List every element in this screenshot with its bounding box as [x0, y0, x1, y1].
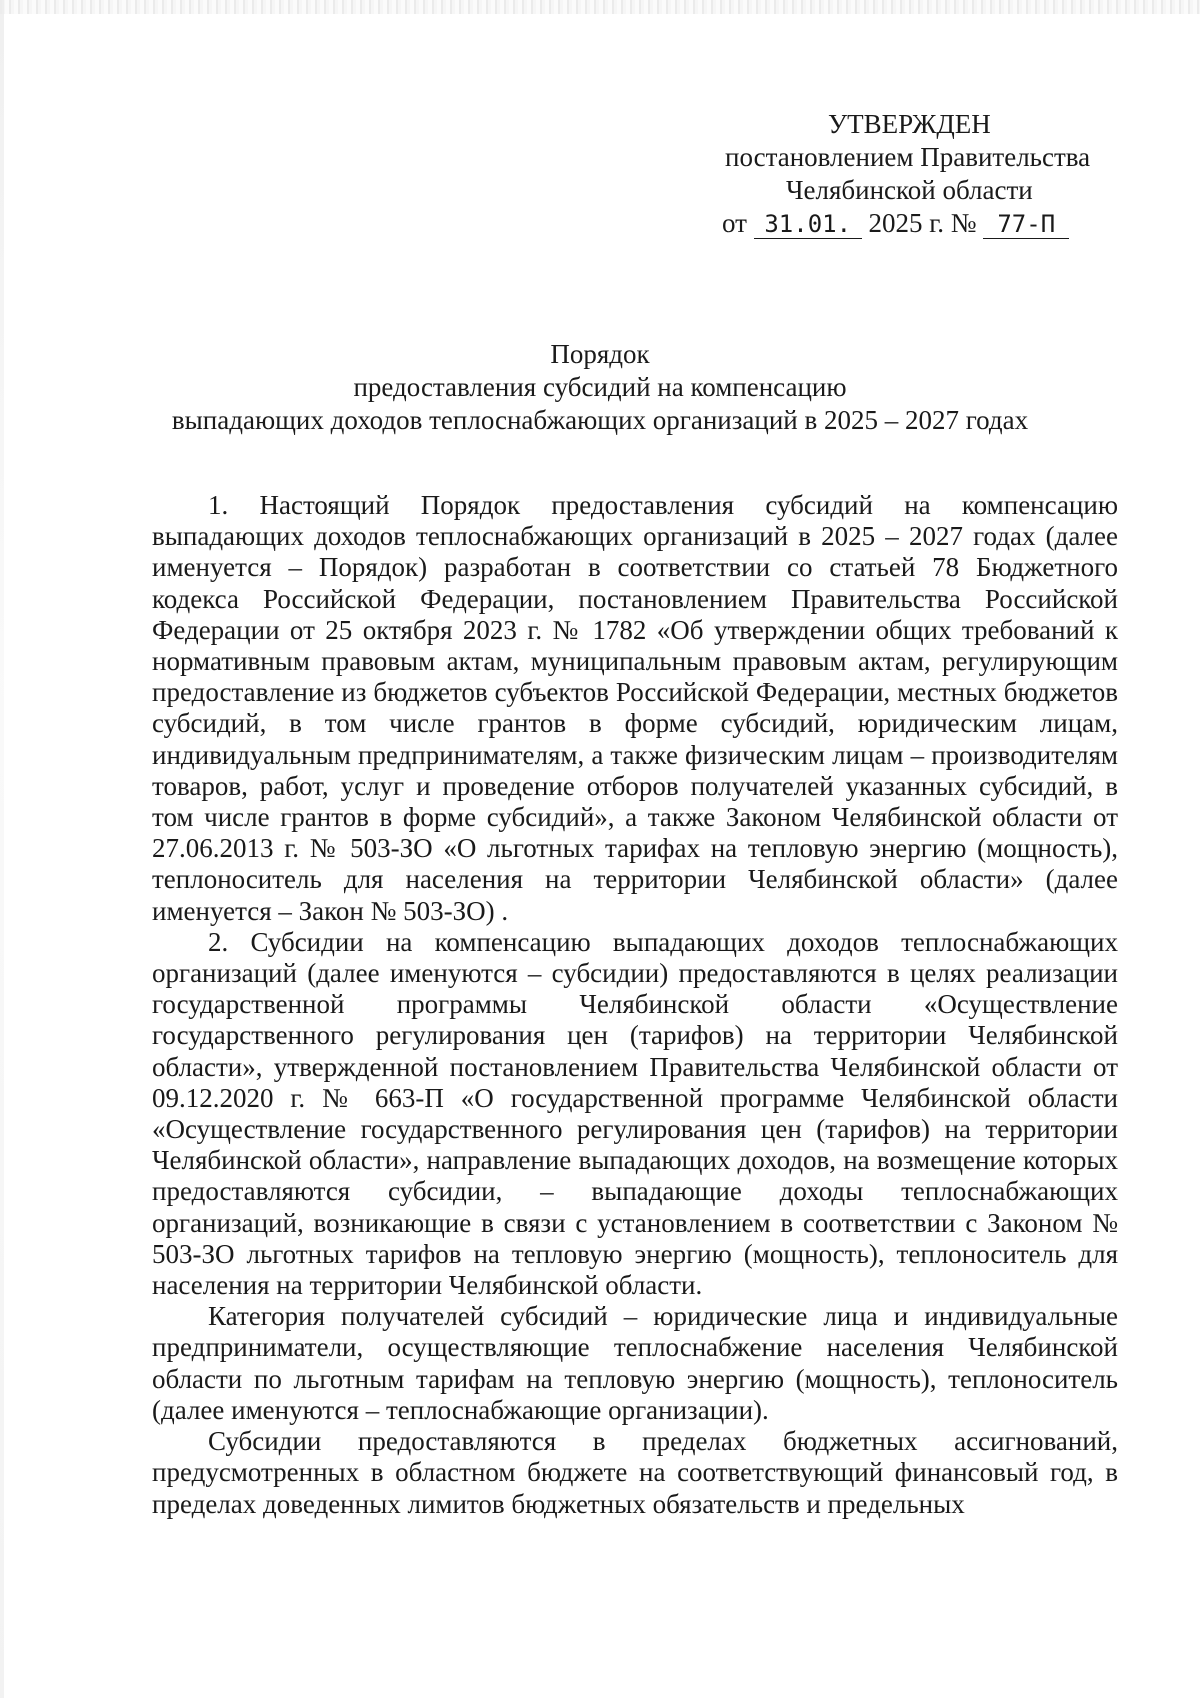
document-body	[152, 490, 1118, 1520]
heading-title: Порядок	[550, 339, 650, 369]
approval-date-number-line	[700, 207, 1120, 240]
heading-subtitle-line-2: выпадающих доходов теплоснабжающих организаций в 2025 – 2027 годах	[171, 405, 1029, 435]
approval-number-field: 77-П	[983, 210, 1069, 239]
paragraph-1: 1. Настоящий Порядок предоставления субсидий на компенсацию выпадающих доходов теплоснабжающих организаций в 2025 – 2027 годах (далее именуется – Порядок) разработан в соответствии со статьей 78 Бюджетного кодекса Российской Федерации, постановлением Правительства Российской Федерации от 25 октября 2023 г. № 1782 «Об утверждении общих требований к нормативным правовым актам, муниципальным правовым актам, регулирующим предоставление из бюджетов субъектов Российской Федерации, местных бюджетов субсидий, в том числе грантов в форме субсидий, юридическим лицам, индивидуальным предпринимателям, а также физическим лицам – производителям товаров, работ, услуг и проведение отборов получателей указанных субсидий, в том числе грантов в форме субсидий», а также Законом Челябинской области от 27.06.2013 г. № 503-ЗО «О льготных тарифах на тепловую энергию (мощность), теплоноситель для населения на территории Челябинской области» (далее именуется – Закон № 503-ЗО) .	[152, 490, 1118, 926]
approval-stamp-block	[700, 108, 1120, 240]
scan-edge-top	[0, 0, 1200, 14]
from-label: от	[722, 208, 747, 238]
approval-date-field: 31.01.	[754, 210, 862, 239]
approval-authority-line: постановлением Правительства	[725, 142, 1091, 172]
paragraph-2: 2. Субсидии на компенсацию выпадающих доходов теплоснабжающих организаций (далее именуются – субсидии) предоставляются в целях реализации государственной программы Челябинской области «Осуществление государственного регулирования цен (тарифов) на территории Челябинской области», утвержденной постановлением Правительства Челябинской области от 09.12.2020 г. № 663-П «О государственной программе Челябинской области «Осуществление государственного регулирования цен (тарифов) на территории Челябинской области», направление выпадающих доходов, на возмещение которых предоставляются субсидии, – выпадающие доходы теплоснабжающих организаций, возникающие в связи с установлением в соответствии с Законом № 503-ЗО льготных тарифов на тепловую энергию (мощность), теплоноситель для населения на территории Челябинской области.	[152, 926, 1118, 1301]
paragraph-4: Субсидии предоставляются в пределах бюджетных ассигнований, предусмотренных в областном бюджете на соответствующий финансовый год, в пределах доведенных лимитов бюджетных обязательств и предельных	[152, 1426, 1118, 1519]
approval-title: УТВЕРЖДЕН	[828, 109, 991, 139]
year-number-label: 2025 г. №	[868, 208, 977, 238]
heading-subtitle-line-1: предоставления субсидий на компенсацию	[353, 372, 847, 402]
paragraph-3: Категория получателей субсидий – юридические лица и индивидуальные предприниматели, осуществляющие теплоснабжение населения Челябинской области по льготным тарифам на тепловую энергию (мощность), теплоноситель (далее именуются – теплоснабжающие организации).	[152, 1301, 1118, 1425]
approval-region-line: Челябинской области	[786, 175, 1033, 205]
document-heading	[100, 338, 1100, 437]
scan-edge-left	[0, 0, 4, 1698]
